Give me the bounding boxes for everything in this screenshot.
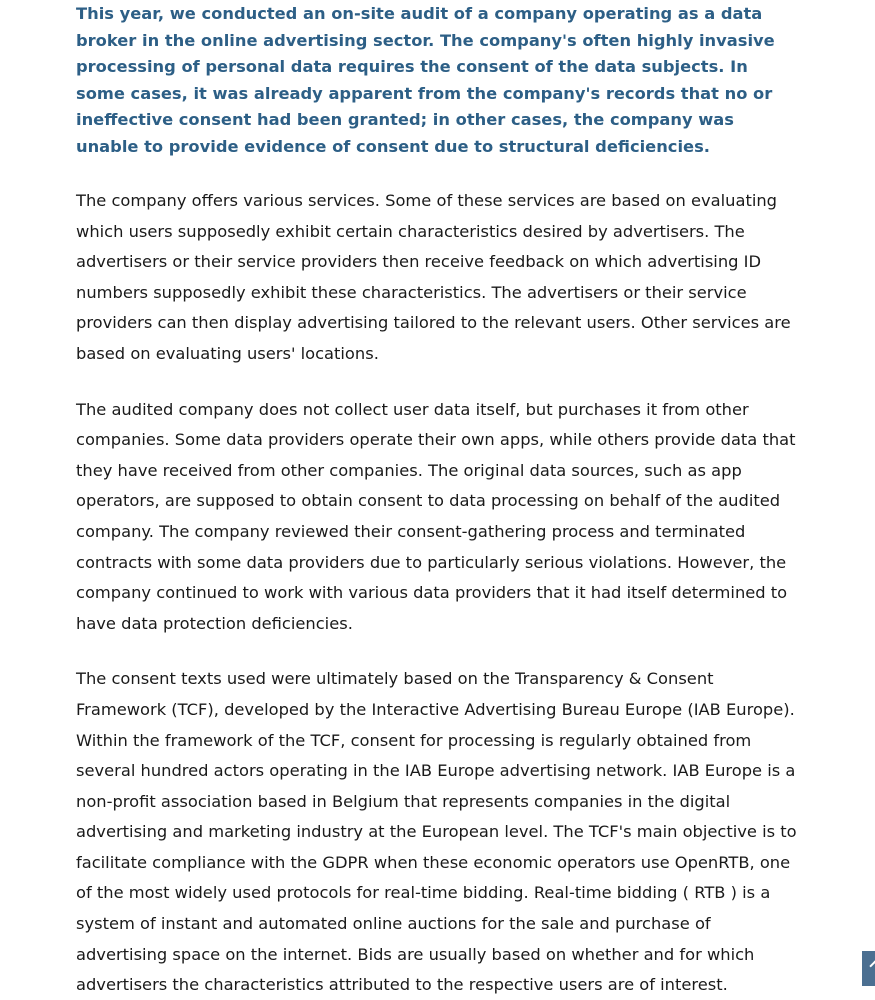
chevron-up-icon	[869, 960, 875, 971]
article-lead: This year, we conducted an on-site audit of a company operating as a data broker in the online advertising sector. The company's often highly invasive processing of personal data requires the consent of the data subjects. In some cases, it was already apparent from the company's records that no or ineffective consent had been granted; in other cases, the company was unable to provide evidence of consent due to structural deficiencies.	[76, 4, 775, 156]
scroll-to-top-button[interactable]	[862, 951, 875, 986]
article-content	[76, 0, 800, 1000]
article-paragraph: The consent texts used were ultimately based on the Transparency & Consent Framework (TCF), developed by the Interactive Advertising Bureau Europe (IAB Europe). Within the framework of the TCF, consent for processing is regularly obtained from several hundred actors operating in the IAB Europe advertising network. IAB Europe is a non-profit association based in Belgium that represents companies in the digital advertising and marketing industry at the European level. The TCF's main objective is to facilitate compliance with the GDPR when these economic operators use OpenRTB, one of the most widely used protocols for real-time bidding. Real-time bidding ( RTB ) is a system of instant and automated online auctions for the sale and purchase of advertising space on the internet. Bids are usually based on whether and for which advertisers the characteristics attributed to the respective users are of interest.	[76, 669, 797, 995]
article-paragraph: The audited company does not collect user data itself, but purchases it from other companies. Some data providers operate their own apps, while others provide data that they have received from other companies. The original data sources, such as app operators, are supposed to obtain consent to data processing on behalf of the audited company. The company reviewed their consent-gathering process and terminated contracts with some data providers due to particularly serious violations. However, the company continued to work with various data providers that it had itself determined to have data protection deficiencies.	[76, 399, 796, 633]
article-paragraph: The company offers various services. Some of these services are based on evaluating which users supposedly exhibit certain characteristics desired by advertisers. The advertisers or their service providers then receive feedback on which advertising ID numbers supposedly exhibit these characteristics. The advertisers or their service providers can then display advertising tailored to the relevant users. Other services are based on evaluating users' locations.	[76, 191, 791, 363]
